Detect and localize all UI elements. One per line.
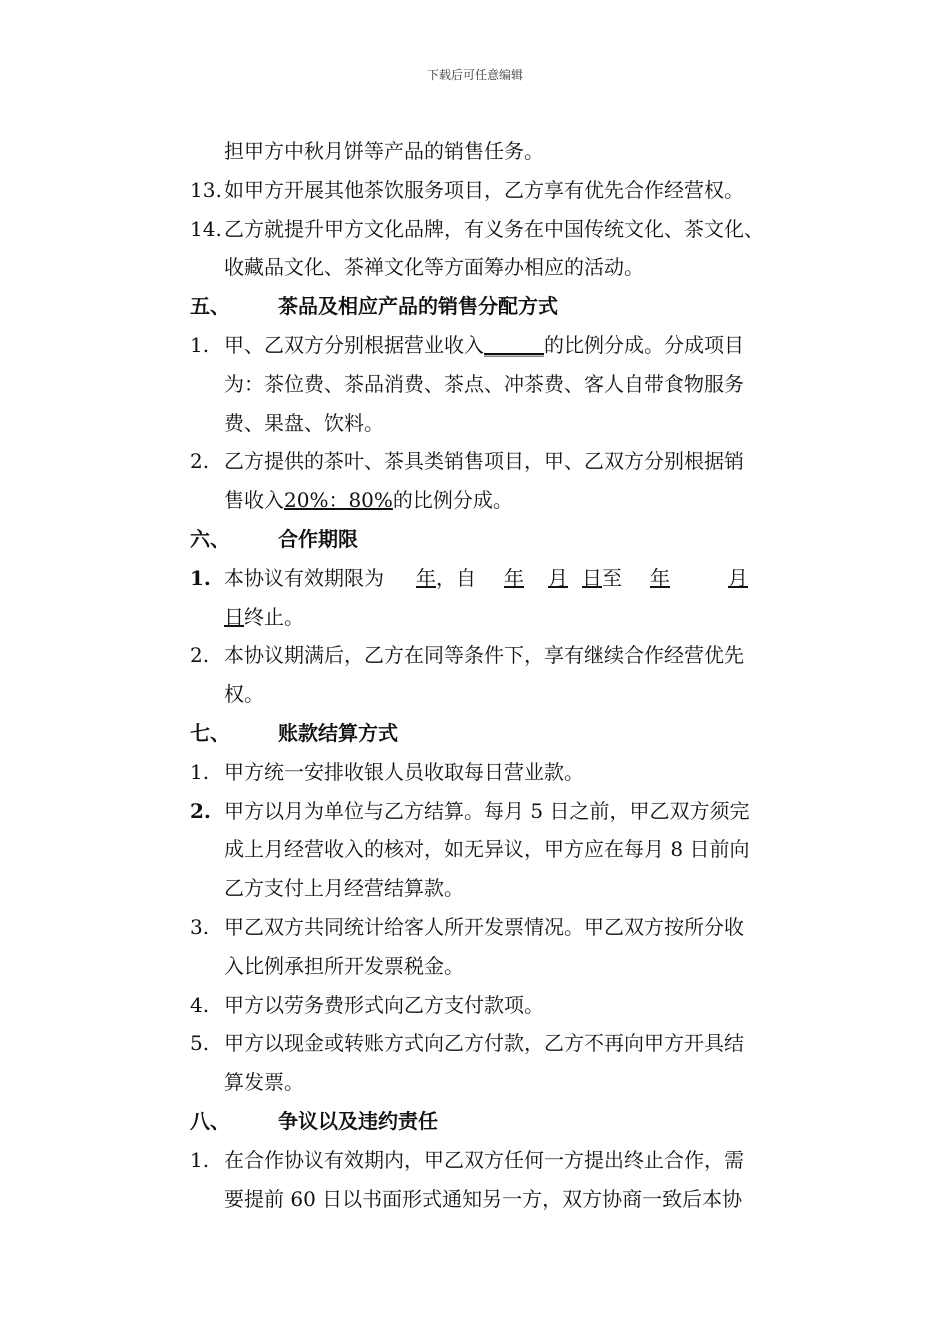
item-text: 成上月经营收入的核对，如无异议，甲方应在每月 8 日前向 <box>224 837 750 862</box>
s7-item-2 <box>190 792 830 831</box>
item-text: 入比例承担所开发票税金。 <box>224 953 464 978</box>
section-heading-8 <box>190 1102 830 1141</box>
item-number: 1. <box>190 1147 210 1172</box>
s6-item-2 <box>190 636 830 675</box>
s7-item-1 <box>190 753 830 792</box>
item-number: 2. <box>190 643 210 668</box>
s7-item-3-cont <box>190 947 830 986</box>
item-text: 权。 <box>224 682 264 707</box>
s6-item-2-cont <box>190 675 830 714</box>
section-number: 五、 <box>190 294 230 319</box>
s7-item-5 <box>190 1024 830 1063</box>
continuation-line <box>190 132 830 171</box>
item-text: 乙方就提升甲方文化品牌，有义务在中国传统文化、茶文化、 <box>224 216 764 241</box>
item-text: 甲方以劳务费形式向乙方支付款项。 <box>224 992 544 1017</box>
s8-item-1-cont <box>190 1180 830 1219</box>
list-item-14-cont <box>190 248 830 287</box>
section-heading-6 <box>190 520 830 559</box>
section-number: 六、 <box>190 526 230 551</box>
start-date-blank: 年 月 日 <box>504 565 602 590</box>
section-number: 七、 <box>190 720 230 745</box>
section-heading-7 <box>190 714 830 753</box>
s5-item-1-cont <box>190 365 830 404</box>
document-body <box>190 132 830 1218</box>
section-heading-5 <box>190 287 830 326</box>
item-text: 甲、乙双方分别根据营业收入 <box>224 332 484 357</box>
item-number: 3. <box>190 914 210 939</box>
item-text: 在合作协议有效期内，甲乙双方任何一方提出终止合作，需 <box>224 1147 744 1172</box>
item-text: 为：茶位费、茶品消费、茶点、冲茶费、客人自带食物服务 <box>224 371 744 396</box>
list-item-14 <box>190 210 830 249</box>
item-text: 如甲方开展其他茶饮服务项目，乙方享有优先合作经营权。 <box>224 177 744 202</box>
end-date-blank: 年 月 <box>650 565 748 590</box>
ratio-value: 20%：80% <box>284 488 393 513</box>
item-text: ，自 <box>436 565 476 590</box>
s7-item-2-cont <box>190 869 830 908</box>
section-title: 账款结算方式 <box>278 720 398 745</box>
item-text: 的比例分成。分成项目 <box>544 332 744 357</box>
item-text: 收藏品文化、茶禅文化等方面筹办相应的活动。 <box>224 255 644 280</box>
line-text: 担甲方中秋月饼等产品的销售任务。 <box>224 139 544 163</box>
item-text: 费、果盘、饮料。 <box>224 410 384 435</box>
item-text: 售收入 <box>224 488 284 513</box>
item-text: 甲方统一安排收银人员收取每日营业款。 <box>224 759 584 784</box>
item-number: 14. <box>190 216 222 241</box>
s6-item-1 <box>190 559 830 598</box>
s7-item-5-cont <box>190 1063 830 1102</box>
item-text: 本协议有效期限为 <box>224 565 384 590</box>
item-number: 2. <box>190 449 210 474</box>
item-number: 1. <box>190 565 211 590</box>
s7-item-3 <box>190 908 830 947</box>
item-text: 终止。 <box>244 604 304 629</box>
section-title: 茶品及相应产品的销售分配方式 <box>278 294 558 319</box>
item-text: 的比例分成。 <box>392 488 513 513</box>
item-number: 4. <box>190 992 210 1017</box>
s8-item-1 <box>190 1141 830 1180</box>
section-number: 八、 <box>190 1108 230 1133</box>
item-text: 算发票。 <box>224 1070 304 1095</box>
s6-item-1-cont <box>190 598 830 637</box>
term-years-blank: 年 <box>416 565 436 590</box>
item-text: 甲乙双方共同统计给客人所开发票情况。甲乙双方按所分收 <box>224 914 744 939</box>
item-number: 2. <box>190 798 211 823</box>
item-text: 乙方支付上月经营结算款。 <box>224 876 464 901</box>
s5-item-2-cont <box>190 481 830 520</box>
page-header: 下载后可任意编辑 <box>426 68 523 82</box>
s7-item-2-cont <box>190 830 830 869</box>
s5-item-1-cont <box>190 404 830 443</box>
item-text: 至 <box>602 565 622 590</box>
s5-item-2 <box>190 442 830 481</box>
section-title: 争议以及违约责任 <box>278 1108 438 1133</box>
end-day: 日 <box>224 604 244 629</box>
item-number: 5. <box>190 1031 210 1056</box>
item-number: 13. <box>190 177 222 202</box>
item-number: 1. <box>190 759 210 784</box>
s5-item-1 <box>190 326 830 365</box>
section-title: 合作期限 <box>278 526 358 551</box>
item-text: 要提前 60 日以书面形式通知另一方，双方协商一致后本协 <box>224 1186 743 1211</box>
item-text: 甲方以现金或转账方式向乙方付款，乙方不再向甲方开具结 <box>224 1031 744 1056</box>
list-item-13 <box>190 171 830 210</box>
item-text: 甲方以月为单位与乙方结算。每月 5 日之前，甲乙双方须完 <box>224 798 750 823</box>
item-text: 本协议期满后，乙方在同等条件下，享有继续合作经营优先 <box>224 643 744 668</box>
item-number: 1. <box>190 332 210 357</box>
ratio-blank: ______ <box>484 332 544 357</box>
s7-item-4 <box>190 986 830 1025</box>
item-text: 乙方提供的茶叶、茶具类销售项目，甲、乙双方分别根据销 <box>224 449 744 474</box>
